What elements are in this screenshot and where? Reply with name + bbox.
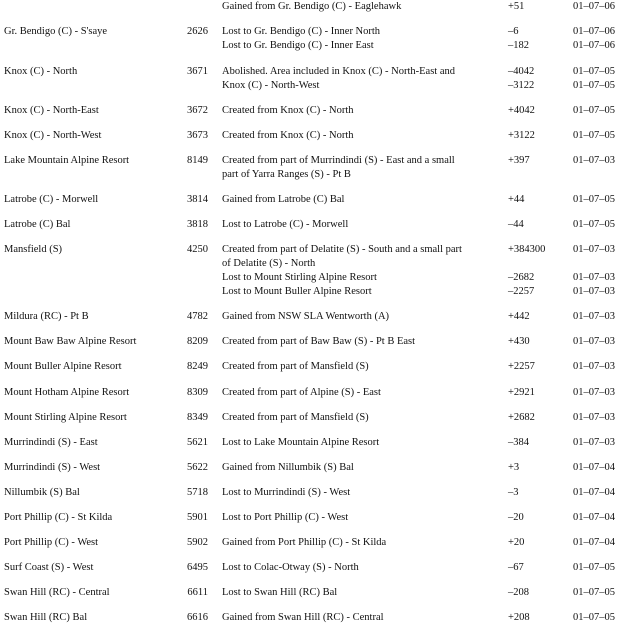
sla-code: 8149 bbox=[187, 155, 208, 166]
sla-code: 3814 bbox=[187, 194, 208, 205]
population-change: –44 bbox=[508, 219, 524, 230]
change-description: Created from part of Mansfield (S) bbox=[222, 361, 369, 372]
sla-name: Mount Hotham Alpine Resort bbox=[4, 387, 130, 398]
sla-name: Port Phillip (C) - St Kilda bbox=[4, 512, 113, 523]
row-line bbox=[0, 168, 626, 182]
row-line bbox=[0, 193, 626, 207]
effective-date: 01–07–05 bbox=[573, 105, 615, 116]
sla-code: 5622 bbox=[187, 462, 208, 473]
population-change: –384 bbox=[508, 437, 529, 448]
sla-code: 3673 bbox=[187, 130, 208, 141]
table-row bbox=[0, 461, 626, 475]
sla-name: Murrindindi (S) - East bbox=[4, 437, 98, 448]
change-description: Knox (C) - North-West bbox=[222, 80, 320, 91]
sla-code: 3672 bbox=[187, 105, 208, 116]
population-change: +44 bbox=[508, 194, 525, 205]
sla-name: Knox (C) - North bbox=[4, 66, 78, 77]
row-line bbox=[0, 285, 626, 299]
sla-name: Swan Hill (RC) - Central bbox=[4, 587, 110, 598]
population-change: –3122 bbox=[508, 80, 535, 91]
change-description: Created from Knox (C) - North bbox=[222, 105, 354, 116]
change-description: part of Yarra Ranges (S) - Pt B bbox=[222, 169, 351, 180]
change-description: Created from part of Alpine (S) - East bbox=[222, 387, 381, 398]
table-row bbox=[0, 154, 626, 182]
change-description: Gained from Latrobe (C) Bal bbox=[222, 194, 345, 205]
population-change: +3122 bbox=[508, 130, 535, 141]
row-line bbox=[0, 154, 626, 168]
change-description: Lost to Colac-Otway (S) - North bbox=[222, 562, 359, 573]
sla-name: Mansfield (S) bbox=[4, 244, 63, 255]
table-row bbox=[0, 25, 626, 53]
table-row bbox=[0, 65, 626, 93]
population-change: +20 bbox=[508, 537, 525, 548]
effective-date: 01–07–03 bbox=[573, 155, 615, 166]
sla-code: 5718 bbox=[187, 487, 208, 498]
sla-name: Port Phillip (C) - West bbox=[4, 537, 99, 548]
sla-name: Knox (C) - North-East bbox=[4, 105, 99, 116]
population-change: +2257 bbox=[508, 361, 535, 372]
table-row bbox=[0, 310, 626, 324]
table-row bbox=[0, 486, 626, 500]
table-row bbox=[0, 104, 626, 118]
effective-date: 01–07–05 bbox=[573, 66, 615, 77]
row-line bbox=[0, 611, 626, 625]
table-row bbox=[0, 193, 626, 207]
table-row bbox=[0, 586, 626, 600]
change-description: of Delatite (S) - North bbox=[222, 258, 316, 269]
change-description: Gained from Swan Hill (RC) - Central bbox=[222, 612, 384, 623]
row-line bbox=[0, 104, 626, 118]
effective-date: 01–07–03 bbox=[573, 272, 615, 283]
row-line bbox=[0, 79, 626, 93]
sla-name: Latrobe (C) Bal bbox=[4, 219, 71, 230]
table-row bbox=[0, 0, 626, 14]
effective-date: 01–07–05 bbox=[573, 587, 615, 598]
sla-name: Nillumbik (S) Bal bbox=[4, 487, 80, 498]
sla-code: 8209 bbox=[187, 336, 208, 347]
sla-code: 6611 bbox=[187, 587, 208, 598]
change-description: Lost to Latrobe (C) - Morwell bbox=[222, 219, 349, 230]
population-change: +442 bbox=[508, 311, 530, 322]
change-description: Gained from NSW SLA Wentworth (A) bbox=[222, 311, 390, 322]
effective-date: 01–07–03 bbox=[573, 311, 615, 322]
row-line bbox=[0, 360, 626, 374]
sla-name: Lake Mountain Alpine Resort bbox=[4, 155, 130, 166]
change-description: Lost to Murrindindi (S) - West bbox=[222, 487, 351, 498]
row-line bbox=[0, 536, 626, 550]
row-line bbox=[0, 511, 626, 525]
effective-date: 01–07–04 bbox=[573, 487, 615, 498]
row-line bbox=[0, 65, 626, 79]
effective-date: 01–07–03 bbox=[573, 286, 615, 297]
table-row bbox=[0, 611, 626, 625]
row-line bbox=[0, 461, 626, 475]
table-row bbox=[0, 243, 626, 299]
change-description: Gained from Nillumbik (S) Bal bbox=[222, 462, 354, 473]
effective-date: 01–07–03 bbox=[573, 336, 615, 347]
effective-date: 01–07–06 bbox=[573, 1, 615, 12]
population-change: +51 bbox=[508, 1, 525, 12]
row-line bbox=[0, 386, 626, 400]
sla-name: Mount Baw Baw Alpine Resort bbox=[4, 336, 137, 347]
row-line bbox=[0, 271, 626, 285]
effective-date: 01–07–06 bbox=[573, 26, 615, 37]
table-row bbox=[0, 360, 626, 374]
sla-name: Mildura (RC) - Pt B bbox=[4, 311, 89, 322]
sla-code: 2626 bbox=[187, 26, 208, 37]
population-change: +430 bbox=[508, 336, 530, 347]
population-change: +208 bbox=[508, 612, 530, 623]
sla-code: 3671 bbox=[187, 66, 208, 77]
sla-code: 5902 bbox=[187, 537, 208, 548]
population-change: –182 bbox=[508, 40, 529, 51]
effective-date: 01–07–03 bbox=[573, 361, 615, 372]
population-change: +397 bbox=[508, 155, 530, 166]
row-line bbox=[0, 561, 626, 575]
change-description: Created from part of Murrindindi (S) - East and a small bbox=[222, 155, 455, 166]
table-row bbox=[0, 536, 626, 550]
population-change: –67 bbox=[508, 562, 524, 573]
effective-date: 01–07–05 bbox=[573, 612, 615, 623]
table-row bbox=[0, 218, 626, 232]
row-line bbox=[0, 129, 626, 143]
population-change: +384300 bbox=[508, 244, 546, 255]
population-change: –4042 bbox=[508, 66, 535, 77]
sla-code: 4782 bbox=[187, 311, 208, 322]
sla-code: 3818 bbox=[187, 219, 208, 230]
sla-code: 5621 bbox=[187, 437, 208, 448]
sla-code: 6495 bbox=[187, 562, 208, 573]
table-row bbox=[0, 511, 626, 525]
sla-code: 8309 bbox=[187, 387, 208, 398]
population-change: –2257 bbox=[508, 286, 535, 297]
population-change: –3 bbox=[508, 487, 519, 498]
sla-name: Knox (C) - North-West bbox=[4, 130, 102, 141]
row-line bbox=[0, 257, 626, 271]
sla-name: Mount Stirling Alpine Resort bbox=[4, 412, 127, 423]
row-line bbox=[0, 39, 626, 53]
change-description: Lost to Gr. Bendigo (C) - Inner North bbox=[222, 26, 381, 37]
table-row bbox=[0, 386, 626, 400]
population-change: +2921 bbox=[508, 387, 535, 398]
sla-code: 6616 bbox=[187, 612, 208, 623]
sla-code: 8249 bbox=[187, 361, 208, 372]
row-line bbox=[0, 218, 626, 232]
sla-code: 5901 bbox=[187, 512, 208, 523]
sla-name: Swan Hill (RC) Bal bbox=[4, 612, 88, 623]
change-description: Created from Knox (C) - North bbox=[222, 130, 354, 141]
population-change: +3 bbox=[508, 462, 520, 473]
change-description: Gained from Gr. Bendigo (C) - Eaglehawk bbox=[222, 1, 402, 12]
change-description: Lost to Swan Hill (RC) Bal bbox=[222, 587, 338, 598]
change-description: Created from part of Delatite (S) - South and a small part bbox=[222, 244, 462, 255]
population-change: +2682 bbox=[508, 412, 535, 423]
effective-date: 01–07–05 bbox=[573, 219, 615, 230]
effective-date: 01–07–03 bbox=[573, 412, 615, 423]
row-line bbox=[0, 411, 626, 425]
row-line bbox=[0, 436, 626, 450]
population-change: –6 bbox=[508, 26, 519, 37]
table-row bbox=[0, 436, 626, 450]
row-line bbox=[0, 0, 626, 14]
effective-date: 01–07–03 bbox=[573, 437, 615, 448]
row-line bbox=[0, 243, 626, 257]
row-line bbox=[0, 586, 626, 600]
table-row bbox=[0, 129, 626, 143]
change-description: Created from part of Baw Baw (S) - Pt B East bbox=[222, 336, 416, 347]
table-row bbox=[0, 561, 626, 575]
effective-date: 01–07–06 bbox=[573, 40, 615, 51]
sla-name: Latrobe (C) - Morwell bbox=[4, 194, 99, 205]
effective-date: 01–07–05 bbox=[573, 562, 615, 573]
sla-code: 4250 bbox=[187, 244, 208, 255]
row-line bbox=[0, 335, 626, 349]
effective-date: 01–07–05 bbox=[573, 80, 615, 91]
row-line bbox=[0, 486, 626, 500]
change-description: Abolished. Area included in Knox (C) - North-East and bbox=[222, 66, 455, 77]
change-description: Lost to Lake Mountain Alpine Resort bbox=[222, 437, 380, 448]
effective-date: 01–07–04 bbox=[573, 512, 615, 523]
effective-date: 01–07–03 bbox=[573, 244, 615, 255]
population-change: –20 bbox=[508, 512, 524, 523]
change-description: Lost to Mount Stirling Alpine Resort bbox=[222, 272, 377, 283]
change-description: Lost to Port Phillip (C) - West bbox=[222, 512, 349, 523]
change-description: Lost to Mount Buller Alpine Resort bbox=[222, 286, 372, 297]
change-description: Gained from Port Phillip (C) - St Kilda bbox=[222, 537, 387, 548]
population-change: +4042 bbox=[508, 105, 535, 116]
population-change: –208 bbox=[508, 587, 529, 598]
effective-date: 01–07–03 bbox=[573, 387, 615, 398]
effective-date: 01–07–04 bbox=[573, 537, 615, 548]
population-change: –2682 bbox=[508, 272, 535, 283]
change-description: Created from part of Mansfield (S) bbox=[222, 412, 369, 423]
row-line bbox=[0, 25, 626, 39]
change-description: Lost to Gr. Bendigo (C) - Inner East bbox=[222, 40, 374, 51]
table-row bbox=[0, 411, 626, 425]
row-line bbox=[0, 310, 626, 324]
effective-date: 01–07–05 bbox=[573, 194, 615, 205]
sla-name: Murrindindi (S) - West bbox=[4, 462, 101, 473]
sla-code: 8349 bbox=[187, 412, 208, 423]
sla-name: Mount Buller Alpine Resort bbox=[4, 361, 122, 372]
sla-name: Gr. Bendigo (C) - S'saye bbox=[4, 26, 108, 37]
effective-date: 01–07–04 bbox=[573, 462, 615, 473]
effective-date: 01–07–05 bbox=[573, 130, 615, 141]
table-row bbox=[0, 335, 626, 349]
sla-name: Surf Coast (S) - West bbox=[4, 562, 94, 573]
